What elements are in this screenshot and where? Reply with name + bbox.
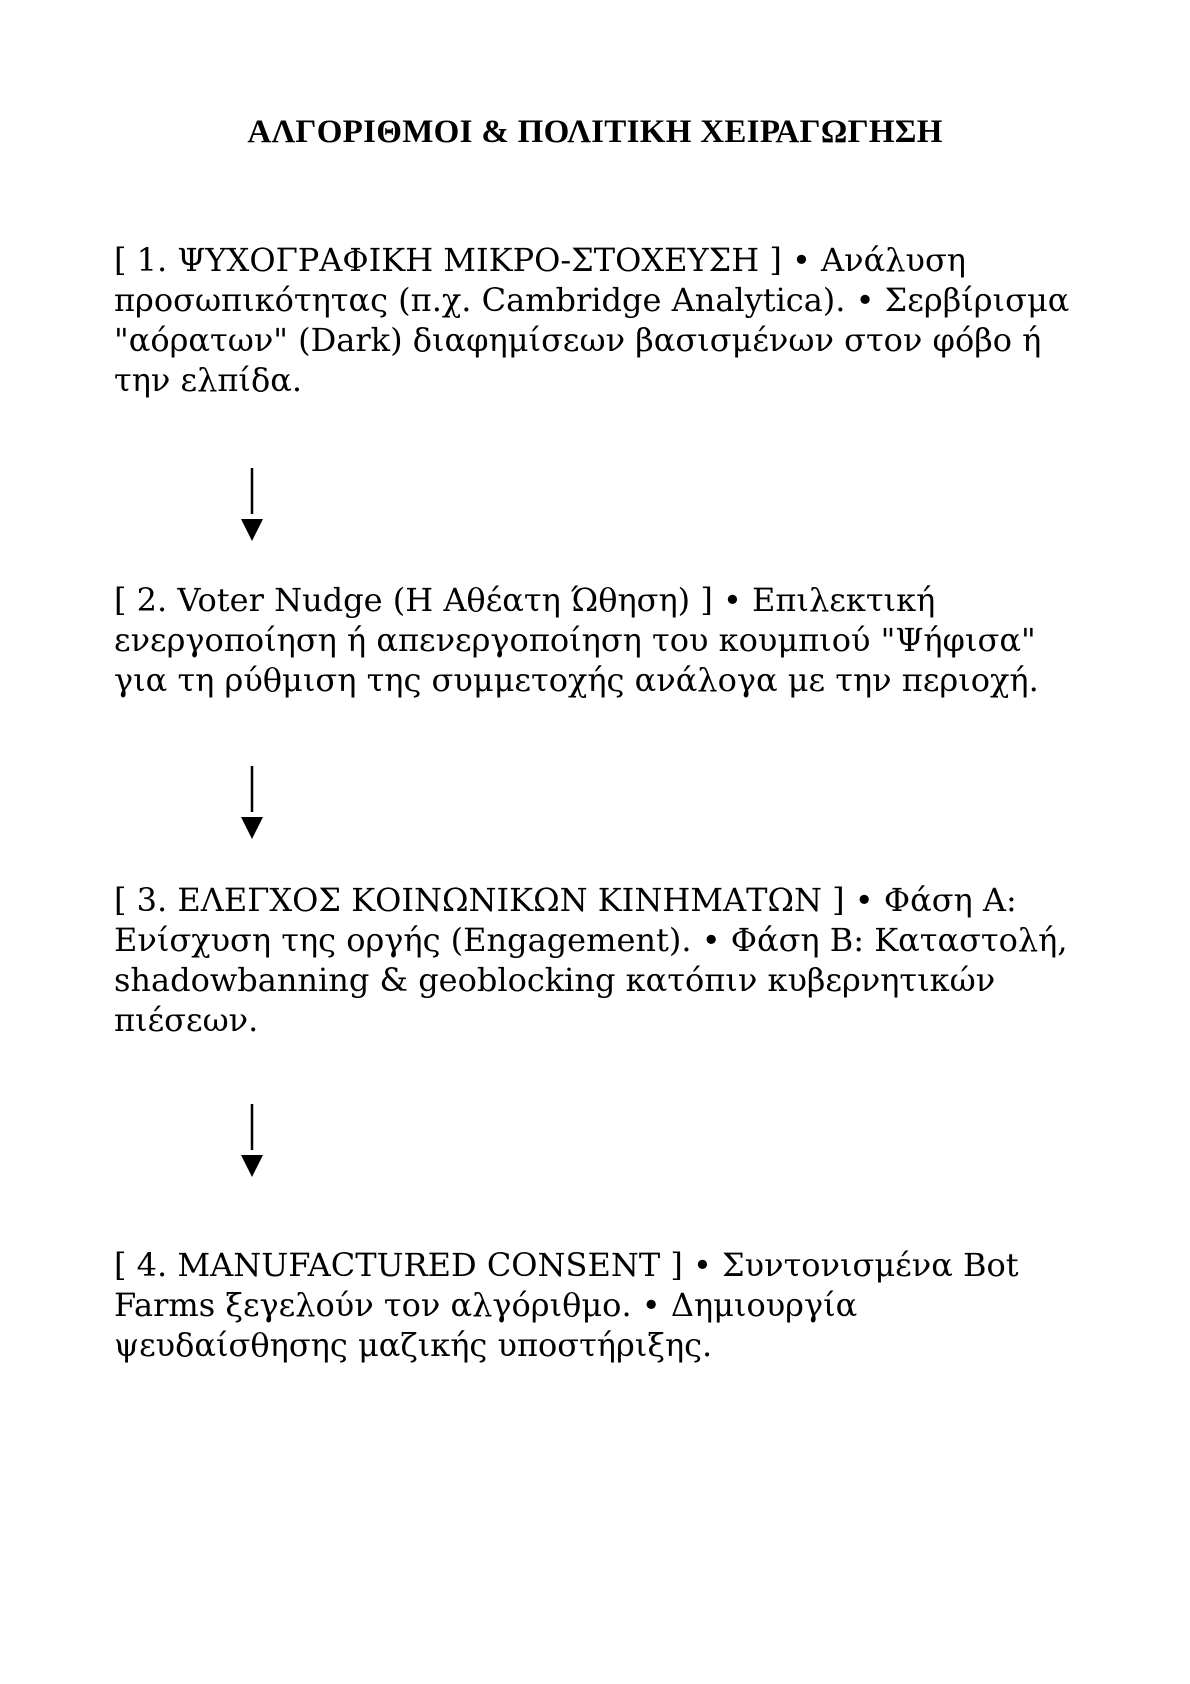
page-title: ΑΛΓΟΡΙΘΜΟΙ & ΠΟΛΙΤΙΚΗ ΧΕΙΡΑΓΩΓΗΣΗ (247, 114, 943, 150)
step-4-text: [ 4. MANUFACTURED CONSENT ] • Συντονισμένα Bot Farms ξεγελούν τον αλγόριθμο. • Δημιουργία ψευδαίσθησης μαζικής υποστήριξης. (114, 1246, 1019, 1364)
down-arrow-icon (238, 466, 266, 542)
down-arrow-icon (238, 1102, 266, 1178)
step-1-text: [ 1. ΨΥΧΟΓΡΑΦΙΚΗ ΜΙΚΡΟ-ΣΤΟΧΕΥΣΗ ] • Ανάλυση προσωπικότητας (π.χ. Cambridge Analytica). • Σερβίρισμα "αόρατων" (Dark) διαφημίσεων βασισμένων στον φόβο ή την ελπίδα. (114, 241, 1070, 399)
step-3-text: [ 3. ΕΛΕΓΧΟΣ ΚΟΙΝΩΝΙΚΩΝ ΚΙΝΗΜΑΤΩΝ ] • Φάση Α: Ενίσχυση της οργής (Engagement). • Φάση Β: Καταστολή, shadowbanning & geoblocking κατόπιν κυβερνητικών πιέσεων. (114, 881, 1068, 1039)
step-2-text: [ 2. Voter Nudge (Η Αθέατη Ώθηση) ] • Επιλεκτική ενεργοποίηση ή απενεργοποίηση του κουμπιού "Ψήφισα" για τη ρύθμιση της συμμετοχής ανάλογα με την περιοχή. (114, 581, 1039, 699)
down-arrow-icon (238, 764, 266, 840)
